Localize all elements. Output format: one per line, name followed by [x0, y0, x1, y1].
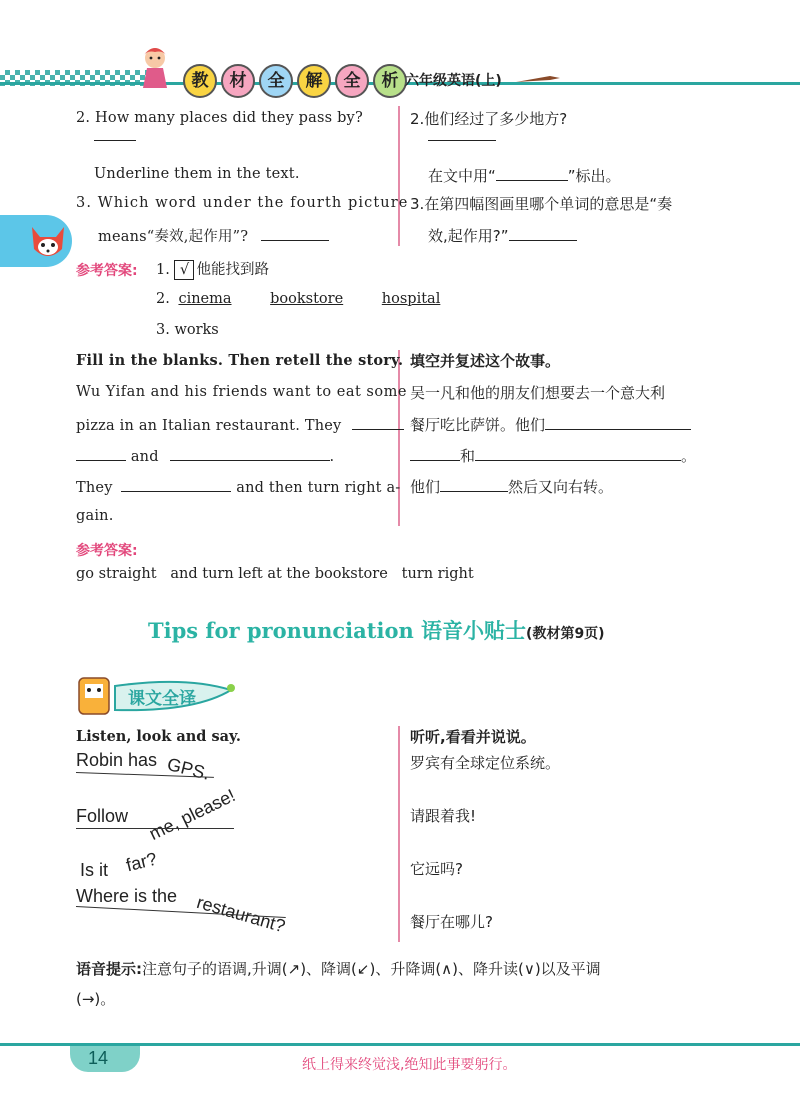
answer-3: 3. works	[156, 322, 219, 338]
sentence-3-b: far?	[124, 848, 159, 876]
fill-cn-end: 。	[681, 447, 697, 465]
question-3-cn-cont	[428, 226, 577, 245]
cartoon-girl-icon	[135, 44, 175, 90]
answer-word: bookstore	[270, 291, 344, 307]
footer-motto: 纸上得来终觉浅,绝知此事要躬行。	[302, 1057, 517, 1073]
answer-blank	[475, 446, 681, 461]
sentence-1-a: Robin has	[76, 750, 158, 770]
fill-title-cn: 填空并复述这个故事。	[410, 352, 561, 370]
fill-en-text: pizza in an Italian restaurant. They	[76, 418, 342, 434]
header-circle-char: 析	[373, 64, 407, 98]
column-divider	[398, 350, 400, 526]
answer-blank	[545, 415, 691, 430]
answer-label: 参考答案:	[76, 263, 138, 279]
tone-note-cont: (→)。	[76, 990, 116, 1008]
listen-title-cn: 听听,看看并说说。	[410, 728, 536, 746]
tone-note-label: 语音提示:	[76, 960, 142, 978]
listen-title-en: Listen, look and say.	[76, 728, 241, 745]
answer-blank	[121, 477, 231, 492]
section-ribbon-label: 课文全译	[128, 689, 196, 709]
fill-cn-then: 然后又向右转。	[508, 478, 614, 496]
instruction-cn-b: ”标出。	[567, 167, 621, 185]
header-title-circles	[183, 64, 407, 98]
answer-label: 参考答案:	[76, 543, 138, 559]
sentence-2-b: me, please!	[146, 785, 239, 844]
answer-1	[156, 258, 269, 280]
question-3-en-cont	[98, 226, 329, 246]
header-circle-char: 解	[297, 64, 331, 98]
header-circle-char: 材	[221, 64, 255, 98]
fill-cn-line	[410, 415, 691, 434]
answer-text: go straight and turn left at the bookstore turn right	[76, 566, 474, 582]
listen-cn-1: 罗宾有全球定位系统。	[410, 754, 561, 772]
column-divider	[398, 106, 400, 246]
answer-2	[156, 291, 440, 307]
tips-title-cn: 语音小贴士	[421, 619, 527, 643]
answer-blank	[496, 166, 568, 181]
pencil-icon	[516, 74, 560, 82]
answer-blank	[509, 226, 577, 241]
fill-en-they: They	[76, 480, 113, 496]
fill-title-en: Fill in the blanks. Then retell the story.	[76, 352, 404, 369]
fill-cn-they: 他们	[410, 478, 441, 496]
sentence-3-a: Is it	[80, 860, 109, 880]
sentence-1-b: GPS.	[165, 754, 212, 784]
answer-blank	[352, 415, 404, 430]
tone-note	[76, 958, 601, 979]
answer-blank	[428, 140, 496, 141]
instruction-cn-a: 在文中用“	[428, 167, 496, 185]
tips-title	[148, 615, 605, 645]
answer-blank	[76, 446, 126, 461]
question-2-cn: 2.他们经过了多少地方?	[410, 110, 568, 128]
fill-en-and: and	[130, 449, 159, 465]
question-2-instruction-en: Underline them in the text.	[94, 166, 300, 182]
fill-en-line: and .	[76, 446, 334, 466]
answer-word: cinema	[178, 291, 232, 307]
answer-blank	[94, 140, 136, 141]
answer-1-num: 1.	[156, 262, 170, 278]
listen-cn-4: 餐厅在哪儿?	[410, 913, 493, 931]
check-mark-icon: √	[174, 260, 194, 280]
listen-cn-2: 请跟着我!	[410, 807, 477, 825]
question-3-en: 3. Which word under the fourth picture	[76, 195, 409, 211]
tips-page-ref: (教材第9页)	[526, 626, 605, 642]
question-3-cn-text: 效,起作用?”	[428, 227, 509, 245]
header-circle-char: 全	[259, 64, 293, 98]
answer-blank	[410, 446, 460, 461]
page-number: 14	[88, 1048, 109, 1068]
column-divider	[398, 726, 400, 942]
answer-blank	[261, 226, 329, 241]
sentence-4-b: restaurant?	[194, 892, 288, 937]
listen-cn-3: 它远吗?	[410, 860, 463, 878]
sentence-4-a: Where is the	[76, 886, 178, 906]
question-2-instruction-cn	[428, 166, 621, 185]
fill-cn-line: 吴一凡和他的朋友们想要去一个意大利	[410, 384, 666, 402]
fill-en-line: Wu Yifan and his friends want to eat some	[76, 384, 407, 400]
side-tab	[0, 215, 72, 267]
question-2-en: 2. How many places did they pass by?	[76, 110, 363, 126]
fill-en-then: and then turn right a-	[236, 480, 401, 496]
answer-1-text: 他能找到路	[196, 262, 269, 278]
fill-en-line	[76, 415, 404, 435]
tips-title-en: Tips for pronunciation	[148, 618, 414, 643]
question-3-en-text: means“奏效,起作用”?	[98, 229, 249, 245]
fill-cn-text: 餐厅吃比萨饼。他们	[410, 416, 546, 434]
fill-cn-and: 和	[460, 447, 476, 465]
answer-blank	[440, 477, 508, 492]
cartoon-fox-icon	[28, 219, 68, 263]
tone-note-text: 注意句子的语调,升调(↗)、降调(↙)、升降调(∧)、降升读(∨)以及平调	[142, 960, 601, 978]
fill-cn-line	[410, 477, 613, 496]
header-book-title: 六年级英语(上)	[405, 73, 502, 89]
answer-2-num: 2.	[156, 291, 170, 307]
answer-word: hospital	[381, 291, 441, 307]
sentence-2-a: Follow	[76, 806, 129, 826]
fill-en-line: gain.	[76, 508, 114, 524]
fill-en-line	[76, 477, 400, 497]
question-3-cn: 3.在第四幅图画里哪个单词的意思是“奏	[410, 195, 673, 213]
header-circle-char: 全	[335, 64, 369, 98]
answer-blank	[170, 446, 330, 461]
intonation-line	[76, 828, 234, 829]
fill-cn-line	[410, 446, 696, 465]
header-circle-char: 教	[183, 64, 217, 98]
